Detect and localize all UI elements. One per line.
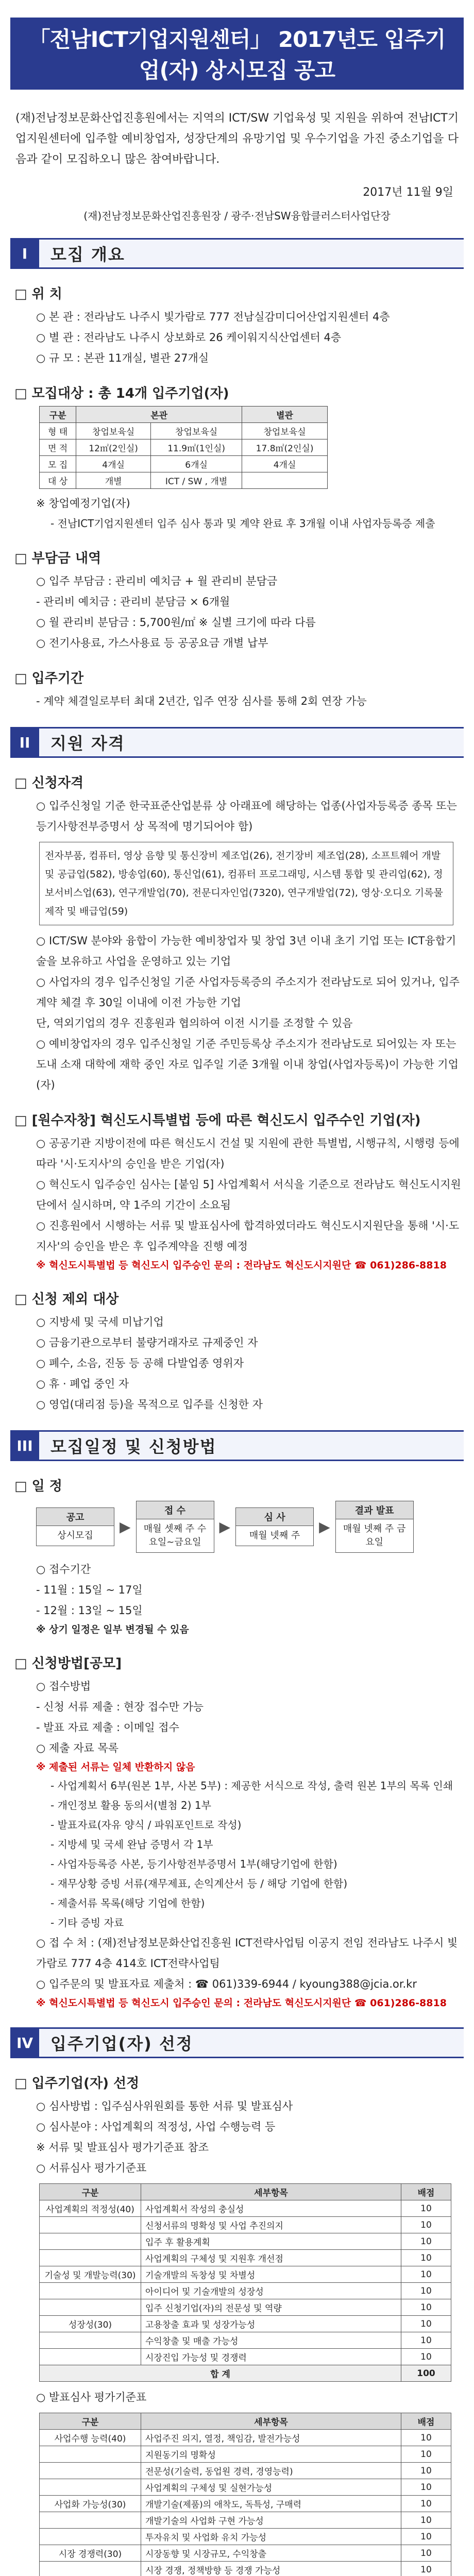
table-row: 시장 경쟁력(30) 시장동향 및 시장규모, 수익창출 10 <box>40 2545 451 2562</box>
document-eval-table: 구분 세부항목 배점 사업계획의 적정성(40) 사업계획서 작성의 충실성 10 신청서류의 명확성 및 사업 추진의지 10 입주 후 활용계획 10 사업계획의 구체성 및 지원후 개선점 10 기술성 및 개발능력(30) 기술개발의 독창성 및 차별성 10 아이디어 및 기술개발의 성장성 10 입주 신청기업(자)의 전문성 및 역량 10 성장성(30) 고용창출 효과 및 성장가능성 10 수익창출 및 매출 가능성 10 시장진입 가능성 및 경쟁력 10 합 계 100 <box>39 2183 451 2382</box>
table-cell: 대 상 <box>40 472 76 489</box>
receive-period <box>10 1559 464 1621</box>
list-item: - 지방세 및 국세 완납 증명서 각 1부 <box>50 1838 213 1851</box>
presentation-eval-heading: ○ 발표심사 평가기준표 <box>36 2391 147 2403</box>
list-item: - 개인정보 활용 동의서(별첨 2) 1부 <box>50 1799 211 1811</box>
table-row: 시장 경쟁, 정책방향 등 경쟁 가능성 10 <box>40 2562 451 2576</box>
table-row: 개발기술의 사업화 구현 가능성 10 <box>40 2512 451 2529</box>
table-cell: 창업보육실 <box>242 423 328 439</box>
table-row: 사업계획의 구체성 및 실현가능성 10 <box>40 2479 451 2496</box>
intro-text: (재)전남정보문화산업진흥원에서는 지역의 ICT/SW 기업육성 및 지원을 위하여 전남ICT기업지원센터에 입주할 예비창업자, 성장단계의 유망기업 및 우수기업을 가진 중소기업을 다음과 같이 모집하오니 많은 참여바랍니다. <box>15 112 459 166</box>
section-number: IV <box>10 2029 39 2057</box>
room-note: ※ 창업예정기업(자) <box>36 497 130 510</box>
room-note-detail: - 전남ICT기업지원센터 입주 심사 통과 및 계약 완료 후 3개월 이내 사업자등록증 제출 <box>50 517 435 530</box>
list-item: ○ 심사분야 : 사업계획의 적정성, 사업 수행능력 등 <box>36 2121 276 2133</box>
notice-date: 2017년 11월 9일 <box>363 186 453 199</box>
list-item: ○ 입주 부담금 : 관리비 예치금 + 월 관리비 분담금 <box>36 575 278 587</box>
table-cell: 12㎡(2인실) <box>76 439 151 456</box>
section-label: 입주기업(자) 선정 <box>50 2034 193 2054</box>
industry-box: 전자부품, 컴퓨터, 영상 음향 및 통신장비 제조업(26), 전기장비 제조업(28), 소프트웨어 개발 및 공급업(582), 방송업(60), 통신업(61), 컴퓨터 프로그래밍, 시스템 통합 및 관리업(62), 정보서비스업(63), 연구개발업(70), 전문디자인업(7320), 연구개발업(72), 영상·오디오 기록물 제작 및 배급업(59) <box>39 842 453 925</box>
preference-heading: □ [원수자창] 혁신도시특별법 등에 따른 혁신도시 입주수인 기업(자) <box>14 1110 464 1129</box>
list-item: - 사업자등록증 사본, 등기사항전부증명서 1부(해당기업에 한함) <box>50 1858 337 1870</box>
table-row: 시장진입 가능성 및 경쟁력 10 <box>40 2349 451 2365</box>
rooms-table <box>39 406 328 489</box>
address: ○ 접 수 처 : (재)전남정보문화산업진흥원 ICT전략사업팀 이공지 전임 전라남도 나주시 빛가람로 777 4층 414호 ICT전략사업팀 <box>36 1937 458 1970</box>
list-item: ○ 휴 · 폐업 중인 자 <box>36 1378 129 1390</box>
table-cell: 4개실 <box>242 456 328 472</box>
table-cell: 17.8㎡(2인실) <box>242 439 328 456</box>
presentation-eval-table: 구분 세부항목 배점 사업수행 능력(40) 사업주진 의지, 열정, 책임감, 발전가능성 10 지원동기의 명확성 10 전문성(기술력, 동업원 경력, 경영능력) 10 사업계획의 구체성 및 실현가능성 10 사업화 가능성(30) 개발기술(제품)의 애착도, 독특성, 구매력 10 개발기술의 사업화 구현 가능성 10 투자유치 및 사업화 유치 가능성 10 시장 경쟁력(30) 시장동향 및 시장규모, 수익창출 10 시장 경쟁, 정책방향 등 경쟁 가능성 10 <box>39 2413 451 2576</box>
flow-step: 심 사 매월 넷째 주 <box>235 1507 314 1546</box>
table-row: 수익창출 및 매출 가능성 10 <box>40 2332 451 2349</box>
section-label: 모집 개요 <box>50 245 125 264</box>
flow-step: 공고 상시모집 <box>36 1507 114 1546</box>
exclusion-list <box>10 1312 464 1415</box>
section-qualification <box>10 727 464 758</box>
table-row: 신청서류의 명확성 및 사업 추진의지 10 <box>40 2217 451 2233</box>
table-row: 입주 신청기업(자)의 전문성 및 역량 10 <box>40 2299 451 2316</box>
table-header: 별관 <box>242 406 328 423</box>
list-item: ○ 서류심사 평가기준표 <box>36 2162 147 2174</box>
list-item: ○ 공공기관 지방이전에 따른 혁신도시 건설 및 지원에 관한 특별법, 시행규칙, 시행령 등에 따라 '시·도지사'의 승인을 받은 기업(자) <box>36 1137 460 1170</box>
innovation-note: ※ 혁신도시특별법 등 혁신도시 입주승인 문의 : 전라남도 혁신도시지원단 ☎ 061)286-8818 <box>36 1997 447 2009</box>
section-overview <box>10 238 464 269</box>
fee-list <box>10 571 464 653</box>
list-item: ○ 영업(대리점 등)을 목적으로 입주를 신청한 자 <box>36 1398 263 1411</box>
table-row: 아이디어 및 기술개발의 성장성 10 <box>40 2283 451 2299</box>
list-item: - 발표자료(자유 양식 / 파워포인트로 작성) <box>50 1819 242 1831</box>
table-cell: 면 적 <box>40 439 76 456</box>
table-row: 기술성 및 개발능력(30) 기술개발의 독창성 및 차별성 10 <box>40 2266 451 2283</box>
section-number: II <box>10 728 39 756</box>
table-cell: 11.9㎡(1인실) <box>151 439 242 456</box>
table-row: 성장성(30) 고용창출 효과 및 성장가능성 10 <box>40 2316 451 2332</box>
section-number: I <box>10 240 39 267</box>
section-schedule <box>10 1430 464 1461</box>
table-row: 사업계획의 구체성 및 지원후 개선점 10 <box>40 2250 451 2266</box>
table-header: 구분 <box>40 406 76 423</box>
list-item: - 제출서류 목록(해당 기업에 한함) <box>50 1897 205 1909</box>
table-cell: 개별 <box>76 472 151 489</box>
qualification-heading: □ 신청자격 <box>14 772 464 791</box>
table-cell <box>242 472 328 489</box>
qualification-list-2 <box>10 930 464 1095</box>
rooms-heading: □ 모집대상 : 총 14개 입주기업(자) <box>14 383 464 402</box>
list-item: ○ 전기사용료, 가스사용료 등 공공요금 개별 납부 <box>36 637 268 649</box>
issuer: (재)전남정보문화산업진흥원장 / 광주·전남SW융합클러스터사업단장 <box>83 210 391 222</box>
preference-note: ※ 혁신도시특별법 등 혁신도시 입주승인 문의 : 전라남도 혁신도시지원단 ☎ 061)286-8818 <box>36 1260 447 1271</box>
arrow-icon: ▶ <box>319 1518 330 1535</box>
table-cell: ICT / SW , 개별 <box>151 472 242 489</box>
list-item: ○ 별 관 : 전라남도 나주시 상보화로 26 케이워지식산업센터 4층 <box>36 331 342 344</box>
period-text: - 계약 체결일로부터 최대 2년간, 입주 연장 심사를 통해 2회 연장 가능 <box>36 695 367 707</box>
table-cell: 모 집 <box>40 456 76 472</box>
selection-heading: □ 입주기업(자) 선정 <box>14 2073 464 2092</box>
table-cell: 형 태 <box>40 423 76 439</box>
list-item: ○ 심사방법 : 입주심사위원회를 통한 서류 및 발표심사 <box>36 2100 293 2112</box>
list-item: ○ 본 관 : 전라남도 나주시 빛가람로 777 전남실감미디어산업지원센터 4층 <box>36 311 390 323</box>
list-item: ○ 제출 자료 목록 <box>36 1742 119 1754</box>
selection-list <box>10 2096 464 2178</box>
list-item: ○ 예비창업자의 경우 입주신청일 기준 주민등록상 주소지가 전라남도로 되어있는 자 또는 도내 소재 대학에 재학 중인 자로 입주일 기준 3개월 이내 창업(사업자등록)이 가능한 기업(자) <box>36 1038 459 1091</box>
list-item: - 기타 증빙 자료 <box>50 1917 124 1929</box>
how-list <box>10 1676 464 1758</box>
table-row <box>40 472 328 489</box>
table-row: 사업화 가능성(30) 개발기술(제품)의 애착도, 독특성, 구매력 10 <box>40 2496 451 2512</box>
arrow-icon: ▶ <box>219 1518 231 1535</box>
table-cell: 6개실 <box>151 456 242 472</box>
table-cell: 창업보육실 <box>151 423 242 439</box>
list-item: 단, 역외기업의 경우 진흥원과 협의하여 이전 시기를 조정할 수 있음 <box>36 1017 353 1029</box>
table-cell: 창업보육실 <box>76 423 151 439</box>
section-selection <box>10 2027 464 2058</box>
list-item: ○ 지방세 및 국세 미납기업 <box>36 1316 164 1328</box>
list-item: ○ 금융기관으로부터 불량거래자로 규제중인 자 <box>36 1336 258 1349</box>
contact[interactable]: ○ 입주문의 및 발표자료 제출처 : ☎ 061)339-6944 / kyoung388@jcia.or.kr <box>36 1978 417 1990</box>
table-row <box>40 456 328 472</box>
list-item: ○ 사업자의 경우 입주신청일 기준 사업자등록증의 주소지가 전라남도로 되어 있거나, 입주계약 체결 후 30일 이내에 이전 가능한 기업 <box>36 976 460 1009</box>
list-item: - 사업계획서 6부(원본 1부, 사본 5부) : 제공한 서식으로 작성, 출력 원본 1부의 목록 인쇄 <box>50 1780 453 1792</box>
table-cell: 4개실 <box>76 456 151 472</box>
list-item: ○ ICT/SW 분야와 융합이 가능한 예비창업자 및 창업 3년 이내 초기 기업 또는 ICT융합기술을 보유하고 사업을 운영하고 있는 기업 <box>36 935 456 968</box>
table-row: 지원동기의 명확성 10 <box>40 2446 451 2463</box>
section-number: III <box>10 1432 39 1460</box>
list-item: ○ 진흥원에서 시행하는 서류 및 발표심사에 합격하였더라도 혁신도시지원단을 통해 '시·도지사'의 승인을 받은 후 입주계약을 진행 예정 <box>36 1219 460 1252</box>
fee-heading: □ 부담금 내역 <box>14 548 464 567</box>
arrow-icon: ▶ <box>120 1518 131 1535</box>
table-header: 본관 <box>76 406 242 423</box>
table-row: 투자유치 및 사업화 유치 가능성 10 <box>40 2529 451 2545</box>
list-item: ○ 월 관리비 분담금 : 5,700원/㎡ ※ 실별 크기에 따라 다름 <box>36 616 316 629</box>
list-item: ○ 규 모 : 본관 11개실, 별관 27개실 <box>36 352 209 364</box>
page <box>10 0 464 2576</box>
list-item: - 재무상황 증빙 서류(재무제표, 손익계산서 등 / 해당 기업에 한함) <box>50 1877 348 1890</box>
list-item: ○ 접수기간 <box>36 1563 91 1575</box>
list-item: - 관리비 예치금 : 관리비 분담금 × 6개월 <box>36 596 230 608</box>
qualification-list <box>10 795 464 837</box>
list-item: - 신청 서류 제출 : 현장 접수만 가능 <box>36 1701 204 1713</box>
list-item: - 발표 자료 제출 : 이메일 접수 <box>36 1721 179 1734</box>
list-item: ○ 폐수, 소음, 진동 등 공해 다발업종 영위자 <box>36 1357 244 1369</box>
period-heading: □ 입주기간 <box>14 668 464 687</box>
docs-note: ※ 제출된 서류는 일체 반환하지 않음 <box>36 1761 195 1773</box>
exclusion-heading: □ 신청 제외 대상 <box>14 1289 464 1308</box>
flow-step: 결과 발표 매월 넷째 주 금요일 <box>335 1501 414 1553</box>
page-title: 「전남ICT기업지원센터」 2017년도 입주기업(자) 상시모집 공고 <box>10 18 464 90</box>
table-row: 사업수행 능력(40) 사업주진 의지, 열정, 책임감, 발전가능성 10 <box>40 2430 451 2446</box>
table-row <box>40 423 328 439</box>
table-row: 입주 후 활용계획 10 <box>40 2233 451 2250</box>
table-row: 전문성(기술력, 동업원 경력, 경영능력) 10 <box>40 2463 451 2479</box>
schedule-heading: □ 일 정 <box>14 1476 464 1495</box>
schedule-flow <box>36 1501 464 1553</box>
section-label: 지원 자격 <box>50 734 125 753</box>
table-row <box>40 439 328 456</box>
list-item: ※ 서류 및 발표심사 평가기준표 참조 <box>36 2141 209 2154</box>
schedule-note: ※ 상기 일정은 일부 변경될 수 있음 <box>36 1624 189 1635</box>
list-item: - 12월 : 13일 ~ 15일 <box>36 1604 143 1617</box>
how-heading: □ 신청방법[공모] <box>14 1653 464 1672</box>
section-label: 모집일정 및 신청방법 <box>50 1437 217 1456</box>
location-heading: □ 위 치 <box>14 283 464 302</box>
list-item: ○ 혁신도시 입주승인 심사는 [붙임 5] 사업계획서 서식을 기준으로 전라남도 혁신도시지원단에서 실시하며, 약 1주의 기간이 소요됨 <box>36 1178 461 1211</box>
flow-step: 접 수 매월 셋째 주 수요일~금요일 <box>136 1501 214 1553</box>
preference-list <box>10 1133 464 1257</box>
list-item: - 11월 : 15일 ~ 17일 <box>36 1584 143 1596</box>
location-list <box>10 307 464 368</box>
table-row: 사업계획의 적정성(40) 사업계획서 작성의 충실성 10 <box>40 2200 451 2217</box>
docs-list <box>10 1776 464 1933</box>
list-item: ○ 접수방법 <box>36 1680 91 1692</box>
list-item: ○ 입주신청일 기준 한국표준산업분류 상 아래표에 해당하는 업종(사업자등록증 종목 또는 등기사항전부증명서 상 목적에 명기되어야 함) <box>36 800 457 833</box>
